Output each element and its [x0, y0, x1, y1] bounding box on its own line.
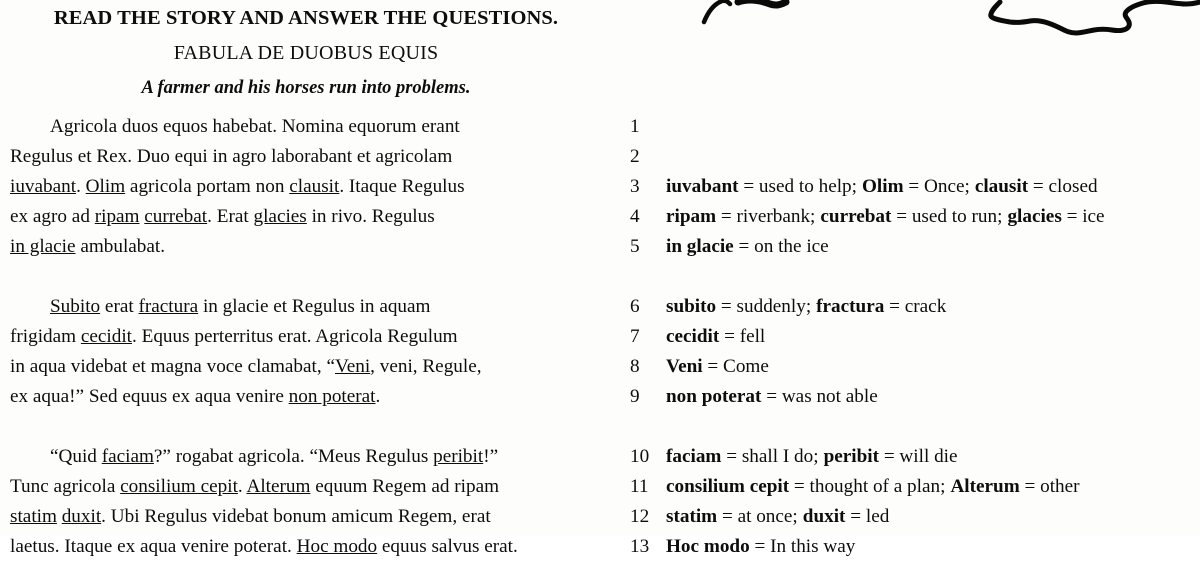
- ink-mark-left-icon: [704, 1, 730, 22]
- vocabulary-term-underlined: non poterat: [288, 386, 376, 407]
- vocabulary-term-underlined: fractura: [138, 296, 199, 317]
- line-number: 3: [630, 176, 640, 197]
- line-number: 4: [630, 206, 640, 227]
- story-text: . Erat: [207, 206, 254, 227]
- vocabulary-term-underlined: iuvabant: [10, 176, 77, 197]
- gloss-definition: = Come: [702, 356, 769, 377]
- subtitle: A farmer and his horses run into problems.: [141, 78, 471, 98]
- story-text: . Equus perterritus erat. Agricola Regulum: [132, 326, 458, 347]
- story-text: . Ubi Regulus videbat bonum amicum Regem, erat: [101, 506, 491, 527]
- gloss-definition: = used to help;: [738, 176, 857, 197]
- note-row: [622, 172, 1200, 202]
- story-text: ex aqua!” Sed equus ex aqua venire: [10, 386, 289, 407]
- story-text: ex agro ad: [10, 206, 95, 227]
- story-text: in glacie et Regulus in aquam: [198, 296, 431, 317]
- story-text: Agricola duos equos habebat. Nomina equorum erant: [50, 116, 460, 137]
- vocabulary-term-underlined: Hoc modo: [296, 536, 378, 557]
- line-number: 5: [630, 236, 640, 257]
- note-row: [622, 292, 1200, 322]
- vocabulary-term-underlined: consilium cepit: [120, 476, 238, 497]
- gloss-definition: = ice: [1061, 206, 1105, 227]
- line-number: 10: [630, 446, 650, 467]
- gloss-term: subito: [666, 296, 717, 317]
- gloss-term: peribit: [823, 446, 880, 467]
- story-line: [10, 112, 610, 142]
- scan-ink-artifacts: [600, 0, 1200, 60]
- gloss-text: [666, 202, 1200, 232]
- story-line: [10, 382, 610, 412]
- gloss-text: [666, 532, 1200, 562]
- gloss-term: glacies: [1007, 206, 1062, 227]
- gloss-text: [666, 442, 1200, 472]
- gloss-term: iuvabant: [666, 176, 739, 197]
- gloss-definition: = will die: [879, 446, 958, 467]
- story-paragraph: [10, 442, 610, 562]
- note-row: [622, 472, 1200, 502]
- gloss-definition: = on the ice: [733, 236, 829, 257]
- note-row: [622, 382, 1200, 412]
- story-text: . Itaque Regulus: [339, 176, 465, 197]
- gloss-term: duxit: [802, 506, 846, 527]
- note-row: [622, 502, 1200, 532]
- story-line: [10, 442, 610, 472]
- gloss-term: Veni: [666, 356, 703, 377]
- line-number: 8: [630, 356, 640, 377]
- gloss-text: [666, 322, 1200, 352]
- gloss-text: [666, 472, 1200, 502]
- vocabulary-term-underlined: clausit: [289, 176, 340, 197]
- vocabulary-term-underlined: Alterum: [246, 476, 311, 497]
- gloss-term: faciam: [666, 446, 722, 467]
- note-row: [622, 142, 1200, 172]
- vocabulary-term-underlined: duxit: [61, 506, 102, 527]
- story-line: [10, 142, 610, 172]
- story-text: agricola portam non: [125, 176, 290, 197]
- story-text: .: [237, 476, 247, 497]
- note-row: [622, 202, 1200, 232]
- vocabulary-term-underlined: currebat: [144, 206, 208, 227]
- line-number: 13: [630, 536, 650, 557]
- gloss-definition: = suddenly;: [716, 296, 812, 317]
- story-line: [10, 292, 610, 322]
- gloss-text: [666, 382, 1200, 412]
- vocabulary-term-underlined: ripam: [94, 206, 140, 227]
- story-text: laetus. Itaque ex aqua venire poterat.: [10, 536, 297, 557]
- story-text: “Quid: [50, 446, 102, 467]
- note-row: [622, 352, 1200, 382]
- story-text: in rivo. Regulus: [306, 206, 435, 227]
- story-text: ?” rogabat agricola. “Meus Regulus: [153, 446, 434, 467]
- gloss-definition: = Once;: [903, 176, 970, 197]
- gloss-definition: = led: [845, 506, 890, 527]
- story-line: [10, 502, 610, 532]
- gloss-term: clausit: [974, 176, 1029, 197]
- story-text: .: [76, 176, 86, 197]
- gloss-text: [666, 232, 1200, 262]
- gloss-definition: = In this way: [749, 536, 856, 557]
- gloss-term: in glacie: [666, 236, 734, 257]
- gloss-definition: = other: [1019, 476, 1080, 497]
- story-text: .: [375, 386, 381, 407]
- story-paragraph: [10, 112, 610, 262]
- story-text: , veni, Regule,: [370, 356, 482, 377]
- story-text: equum Regem ad ripam: [310, 476, 500, 497]
- ink-mark-left-blob-icon: [738, 0, 786, 5]
- gloss-term: non poterat: [666, 386, 762, 407]
- gloss-definition: = fell: [719, 326, 766, 347]
- story-text: frigidam: [10, 326, 81, 347]
- gloss-term: statim: [666, 506, 718, 527]
- story-text: Tunc agricola: [10, 476, 121, 497]
- note-row: [622, 112, 1200, 142]
- heading-block: [0, 0, 612, 99]
- gloss-term: currebat: [820, 206, 892, 227]
- gloss-term: Hoc modo: [666, 536, 750, 557]
- vocabulary-term-underlined: Subito: [50, 296, 101, 317]
- gloss-term: fractura: [816, 296, 885, 317]
- story-line: [10, 532, 610, 562]
- gloss-definition: = at once;: [717, 506, 798, 527]
- gloss-definition: = was not able: [761, 386, 878, 407]
- line-number: 11: [630, 476, 649, 497]
- gloss-definition: = thought of a plan;: [789, 476, 946, 497]
- vocabulary-term-underlined: glacies: [253, 206, 307, 227]
- gloss-term: cecidit: [666, 326, 720, 347]
- line-number: 6: [630, 296, 640, 317]
- vocabulary-term-underlined: Veni: [334, 356, 371, 377]
- gloss-text: [666, 502, 1200, 532]
- story-passage: [10, 112, 610, 562]
- gloss-text: [666, 172, 1200, 202]
- line-number: 9: [630, 386, 640, 407]
- gloss-definition: = riverbank;: [716, 206, 816, 227]
- gloss-definition: = shall I do;: [721, 446, 819, 467]
- story-text: in aqua videbat et magna voce clamabat, “: [10, 356, 335, 377]
- line-number: 1: [630, 116, 640, 137]
- vocabulary-term-underlined: peribit: [433, 446, 484, 467]
- gloss-text: [666, 292, 1200, 322]
- note-row: [622, 322, 1200, 352]
- vocabulary-term-underlined: in glacie: [10, 236, 76, 257]
- gloss-text: [666, 352, 1200, 382]
- gloss-term: Olim: [862, 176, 904, 197]
- story-line: [10, 352, 610, 382]
- vocabulary-term-underlined: cecidit: [80, 326, 133, 347]
- story-text: ambulabat.: [75, 236, 166, 257]
- story-text: Regulus et Rex. Duo equi in agro laborabant et agricolam: [10, 146, 453, 167]
- note-row: [622, 232, 1200, 262]
- gloss-definition: = used to run;: [891, 206, 1003, 227]
- ink-mark-right-icon: [991, 1, 1200, 33]
- vocabulary-notes-column: [622, 112, 1200, 562]
- gloss-term: ripam: [666, 206, 717, 227]
- gloss-definition: = crack: [884, 296, 947, 317]
- story-line: [10, 232, 610, 262]
- story-text: equus salvus erat.: [377, 536, 518, 557]
- story-line: [10, 472, 610, 502]
- line-number: 7: [630, 326, 640, 347]
- note-row: [622, 442, 1200, 472]
- gloss-term: Alterum: [950, 476, 1020, 497]
- gloss-term: consilium cepit: [666, 476, 790, 497]
- story-paragraph: [10, 292, 610, 412]
- vocabulary-term-underlined: statim: [10, 506, 57, 527]
- line-number: 12: [630, 506, 650, 527]
- vocabulary-term-underlined: Olim: [85, 176, 126, 197]
- gloss-definition: = closed: [1028, 176, 1098, 197]
- story-text: erat: [100, 296, 139, 317]
- note-row: [622, 532, 1200, 562]
- line-number: 2: [630, 146, 640, 167]
- main-heading: READ THE STORY AND ANSWER THE QUESTIONS.: [53, 7, 559, 29]
- story-line: [10, 322, 610, 352]
- story-text: !”: [483, 446, 499, 467]
- story-line: [10, 172, 610, 202]
- latin-title: FABULA DE DUOBUS EQUIS: [173, 42, 439, 64]
- story-line: [10, 202, 610, 232]
- vocabulary-term-underlined: faciam: [101, 446, 154, 467]
